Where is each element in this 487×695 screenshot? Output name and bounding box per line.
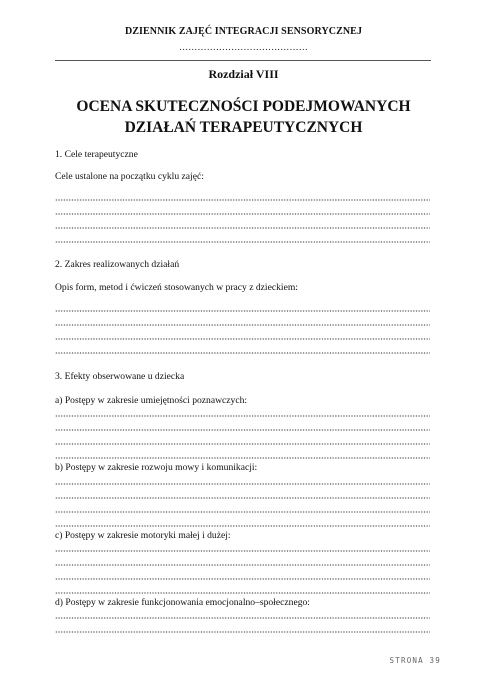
journal-name-blank[interactable]: …………………………………… — [179, 42, 308, 52]
section-1-answer-line[interactable] — [55, 241, 430, 243]
page-title-line-1: OCENA SKUTECZNOŚCI PODEJMOWANYCH — [76, 98, 411, 115]
section-3a-answer-line[interactable] — [55, 429, 430, 431]
section-2-heading: 2. Zakres realizowanych działań — [55, 259, 180, 270]
section-1-answer-line[interactable] — [55, 199, 430, 201]
section-1-answer-line[interactable] — [55, 227, 430, 229]
page-number: STRONA 39 — [389, 656, 441, 665]
section-2-answer-line[interactable] — [55, 338, 430, 340]
section-1-heading: 1. Cele terapeutyczne — [55, 149, 138, 160]
section-3c-answer-line[interactable] — [55, 592, 430, 594]
section-3d-prompt: d) Postępy w zakresie funkcjonowania emocjonalno–społecznego: — [55, 597, 310, 608]
section-3d-answer-line[interactable] — [55, 617, 430, 619]
section-3d-answer-line[interactable] — [55, 631, 430, 633]
page-title-line-2: DZIAŁAŃ TERAPEUTYCZNYCH — [124, 119, 363, 136]
section-2-answer-line[interactable] — [55, 310, 430, 312]
section-3a-answer-line[interactable] — [55, 415, 430, 417]
header-divider — [55, 60, 431, 61]
section-3c-prompt: c) Postępy w zakresie motoryki małej i dużej: — [55, 530, 231, 541]
section-2-answer-line[interactable] — [55, 352, 430, 354]
section-3b-answer-line[interactable] — [55, 497, 430, 499]
page-title — [0, 96, 487, 138]
section-3b-answer-line[interactable] — [55, 525, 430, 527]
section-1-answer-line[interactable] — [55, 213, 430, 215]
section-3c-answer-line[interactable] — [55, 564, 430, 566]
section-3b-prompt: b) Postępy w zakresie rozwoju mowy i komunikacji: — [55, 462, 258, 473]
section-2-answer-line[interactable] — [55, 324, 430, 326]
section-2-prompt: Opis form, metod i ćwiczeń stosowanych w pracy z dzieckiem: — [55, 282, 298, 293]
section-1-prompt: Cele ustalone na początku cyklu zajęć: — [55, 171, 204, 182]
journal-title: DZIENNIK ZAJĘĆ INTEGRACJI SENSORYCZNEJ — [124, 26, 363, 37]
section-3c-answer-line[interactable] — [55, 550, 430, 552]
chapter-heading: Rozdział VIII — [208, 67, 279, 81]
section-3c-answer-line[interactable] — [55, 578, 430, 580]
section-3a-answer-line[interactable] — [55, 443, 430, 445]
section-3-heading: 3. Efekty obserwowane u dziecka — [55, 371, 185, 382]
section-3b-answer-line[interactable] — [55, 511, 430, 513]
section-3b-answer-line[interactable] — [55, 483, 430, 485]
section-3a-answer-line[interactable] — [55, 457, 430, 459]
section-3a-prompt: a) Postępy w zakresie umiejętności poznawczych: — [55, 395, 248, 406]
